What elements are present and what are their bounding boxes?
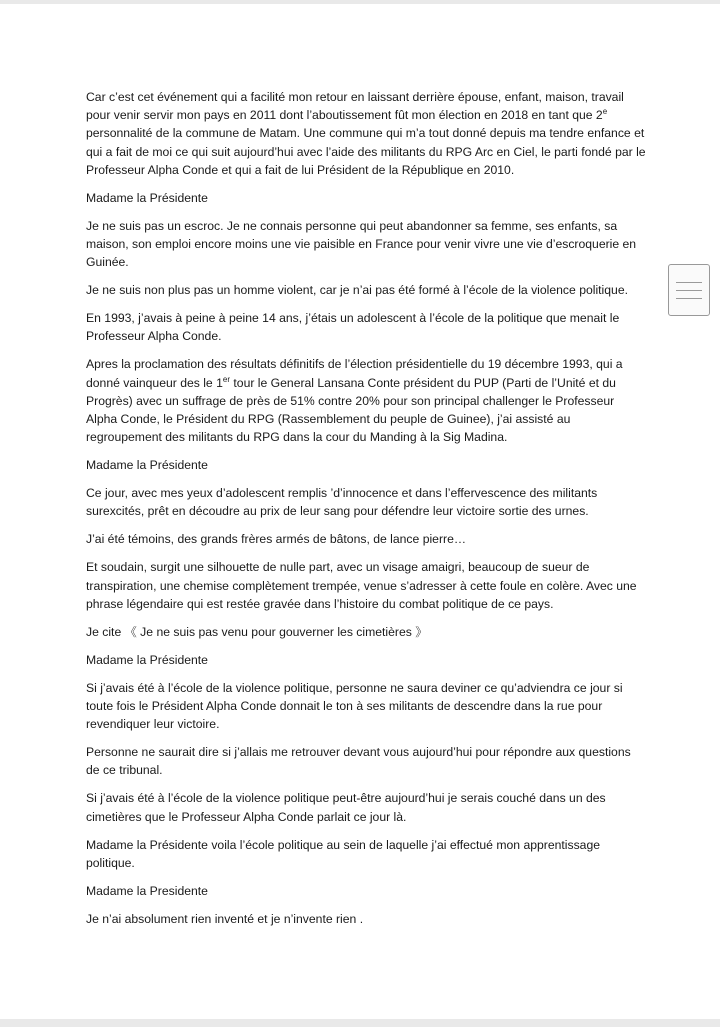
paragraph: En 1993, j’avais à peine à peine 14 ans, j’étais un adolescent à l’école de la politique que menait le Professeur Alpha Conde.: [86, 311, 620, 344]
paragraph: Si j’avais été à l’école de la violence politique peut-être aujourd’hui je serais couché dans un des cimetières que le Professeur Alpha Conde parlait ce jour là.: [86, 791, 606, 824]
paragraph: Je ne suis non plus pas un homme violent, car je n’ai pas été formé à l’école de la violence politique.: [86, 283, 628, 298]
paragraph: Je n’ai absolument rien inventé et je n’invente rien .: [86, 911, 364, 926]
document-page: [0, 4, 720, 1019]
menu-bar: [676, 282, 702, 283]
paragraph: Je ne suis pas un escroc. Je ne connais personne qui peut abandonner sa femme, ses enfants, sa maison, son emploi encore moins une vie paisible en France pour venir vivre une vie d’escroquerie en Guinée.: [86, 218, 637, 270]
paragraph: Et soudain, surgit une silhouette de nulle part, avec un visage amaigri, beaucoup de sueur de transpiration, une chemise complètement trempée, venue s’adresser à cette foule en colère. Avec une phrase légendaire qui est restée gravée dans l’histoire du combat politique de ce pays.: [86, 560, 637, 611]
paragraph: Personne ne saurait dire si j’allais me retrouver devant vous aujourd’hui pour répondre aux questions de ce tribunal.: [86, 745, 631, 778]
hamburger-menu-icon[interactable]: [668, 264, 710, 316]
document-body: [86, 88, 646, 938]
paragraph: Apres la proclamation des résultats définitifs de l’élection présidentielle du 19 décembre 1993, qui a donné vainqueur des le 1er tour le General Lansana Conte président du PUP (Parti de l’Unité et du Progrès) avec un suffrage de près de 51% contre 20% pour son principal challenger le Professeur Alpha Conde, le Président du RPG (Rassemblement du peuple de Guinee), j’ai assisté au regroupement des militants du RPG dans la cour du Manding à la Sig Madina.: [86, 357, 623, 445]
paragraph: Madame la Présidente voila l’école politique au sein de laquelle j’ai effectué mon apprentissage politique.: [86, 837, 601, 870]
menu-bar: [676, 298, 702, 299]
paragraph: Si j’avais été à l’école de la violence politique, personne ne saura deviner ce qu’adviendra ce jour si toute fois le Président Alpha Conde donnait le ton à ses militants de descendre dans la rue pour revendiquer leur victoire.: [86, 680, 623, 732]
paragraph: Madame la Présidente: [86, 190, 208, 205]
paragraph: Ce jour, avec mes yeux d’adolescent remplis ’d’innocence et dans l’effervescence des militants surexcités, prêt en découdre au prix de leur sang pour défendre leur victoire sortie des urnes.: [86, 486, 598, 519]
paragraph: Je cite 《 Je ne suis pas venu pour gouverner les cimetières 》: [86, 624, 428, 639]
paragraph: Madame la Présidente: [86, 458, 208, 473]
paragraph: Car c’est cet événement qui a facilité mon retour en laissant derrière épouse, enfant, maison, travail pour venir servir mon pays en 2011 dont l’aboutissement fût mon élection en 2018 en tant que 2e personnalité de la commune de Matam. Une commune qui m’a tout donné depuis ma tendre enfance et qui a fait de moi ce qui suit aujourd’hui avec l’aide des militants du RPG Arc en Ciel, le parti fondé par le Professeur Alpha Conde et qui a fait de lui Président de la République en 2010.: [86, 90, 646, 177]
menu-bar: [676, 290, 702, 291]
paragraph: Madame la Présidente: [86, 652, 208, 667]
paragraph: Madame la Presidente: [86, 883, 208, 898]
paragraph: J’ai été témoins, des grands frères armés de bâtons, de lance pierre…: [86, 532, 467, 547]
